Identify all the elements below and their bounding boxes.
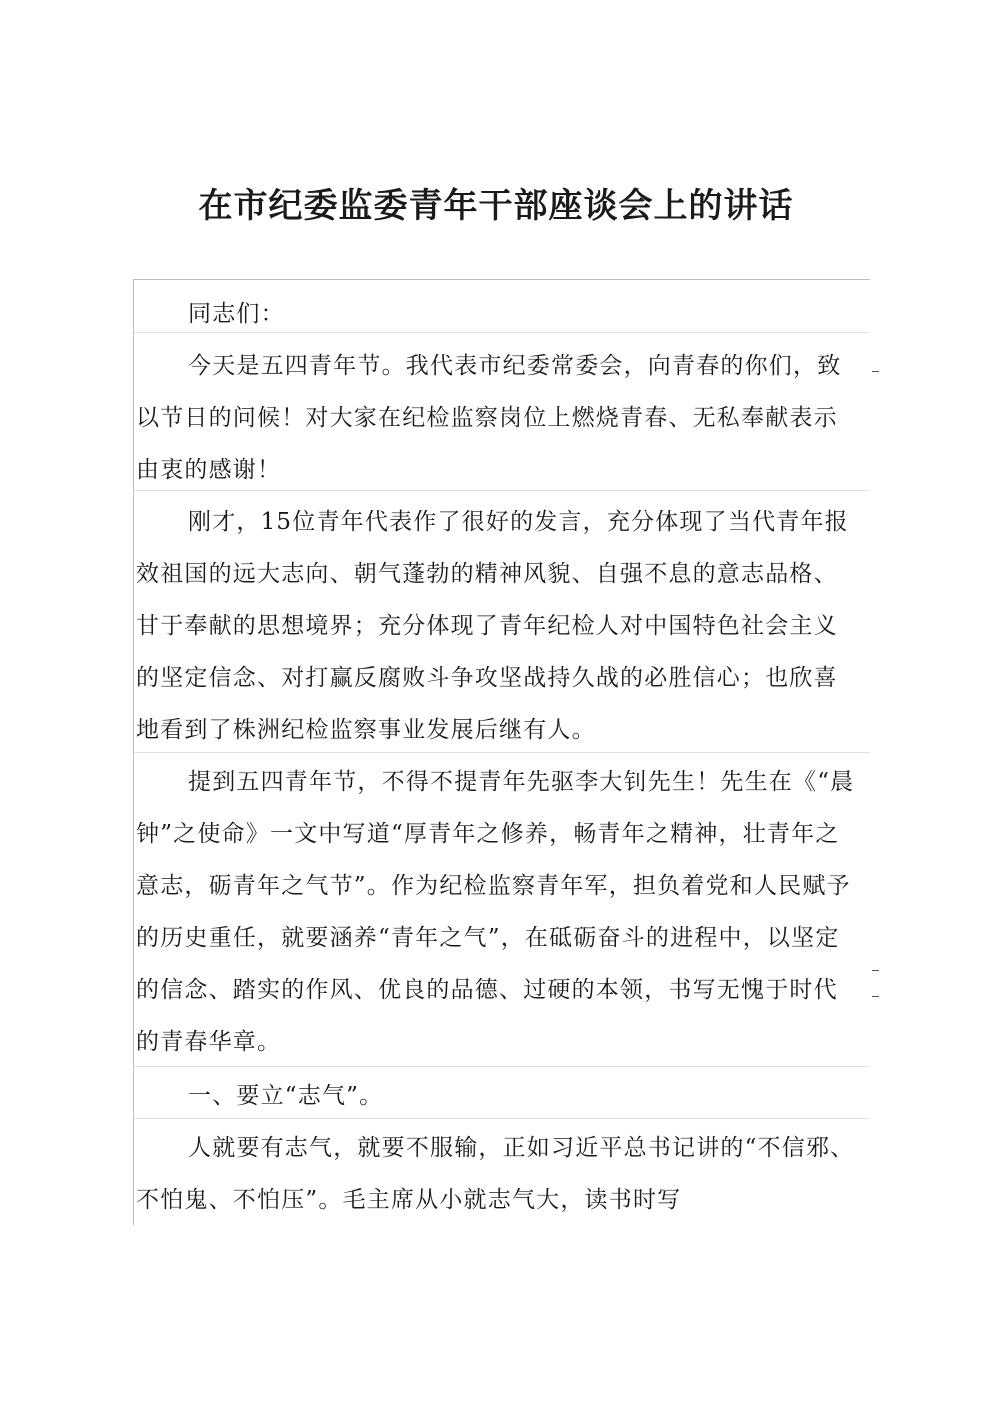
paragraph-divider [134,490,870,491]
document-title: 在市纪委监委青年干部座谈会上的讲话 [198,186,794,226]
line-marker [872,371,879,372]
paragraph-5: 人就要有志气，就要不服输，正如习近平总书记讲的“不信邪、不怕鬼、不怕压”。毛主席从小就志气大，读书时写 [136,1135,855,1213]
paragraph-divider [134,752,870,753]
paragraph-divider [134,1118,870,1119]
line-marker [872,970,879,971]
paragraph-divider [134,332,870,333]
document-body [133,279,870,1225]
paragraph-section-heading: 一、要立“志气”。 [188,1083,384,1109]
line-marker [872,996,879,997]
paragraph-divider [134,1066,870,1067]
paragraph-3: 提到五四青年节，不得不提青年先驱李大钊先生！先生在《“晨钟”之使命》一文中写道“厚青年之修养，畅青年之精神，壮青年之意志，砺青年之气节”。作为纪检监察青年军，担负着党和人民赋予的历史重任，就要涵养“青年之气”，在砥砺奋斗的进程中，以坚定的信念、踏实的作风、优良的品德、过硬的本领，书写无愧于时代的青春华章。 [136,769,855,1055]
paragraph-1: 今天是五四青年节。我代表市纪委常委会，向青春的你们，致以节日的问候！对大家在纪检监察岗位上燃烧青春、无私奉献表示由衷的感谢！ [136,353,842,483]
paragraph-greeting: 同志们： [188,301,285,327]
paragraph-2: 刚才，15位青年代表作了很好的发言，充分体现了当代青年报效祖国的远大志向、朝气蓬勃的精神风貌、自强不息的意志品格、甘于奉献的思想境界；充分体现了青年纪检人对中国特色社会主义的坚定信念、对打赢反腐败斗争攻坚战持久战的必胜信心；也欣喜地看到了株洲纪检监察事业发展后继有人。 [136,509,849,743]
